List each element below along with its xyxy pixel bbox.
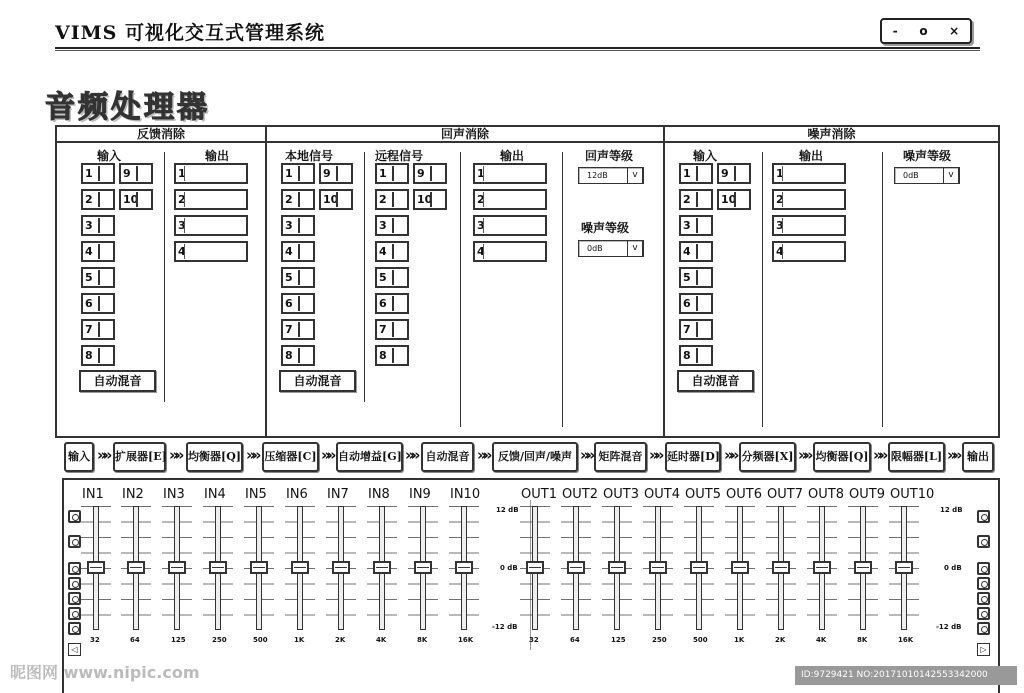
echo-out-3[interactable]: 3 [473,215,547,236]
maximize-button[interactable]: o [919,24,928,38]
chain-agc-button[interactable]: 自动增益[G] [336,442,403,472]
fb-out-2[interactable]: 2 [174,189,248,210]
out-channel-8-freq-label: 4K [816,636,827,644]
chevron-down-icon: v [943,167,959,184]
noise-out-3[interactable]: 3 [772,215,846,236]
echo-remote-2[interactable]: 2 [375,189,409,210]
chain-limiter-button[interactable]: 限幅器[L] [888,442,945,472]
echo-local-6[interactable]: 6 [281,293,315,314]
out-channel-10-fader-handle[interactable] [895,561,913,574]
chevron-right-icon: »» [724,446,736,464]
echo-remote-9[interactable]: 9 [413,163,447,184]
chain-compressor-button[interactable]: 压缩器[C] [262,442,319,472]
out-channel-1-freq-label: 32 [529,636,539,644]
out-channel-6-freq-label: 1K [734,636,745,644]
echo-local-3[interactable]: 3 [281,215,315,236]
out-channel-7-freq-label: 2K [775,636,786,644]
noise-in-7[interactable]: 7 [679,319,713,340]
in-channel-9-freq-label: 8K [417,636,428,644]
echo-local-1[interactable]: 1 [281,163,315,184]
out-channel-7-fader-handle[interactable] [772,561,790,574]
fb-in-6[interactable]: 6 [81,293,115,314]
in-channel-7-freq-label: 2K [335,636,346,644]
fb-out-3[interactable]: 3 [174,215,248,236]
chain-automix-button[interactable]: 自动混音 [421,442,474,472]
echo-remote-5[interactable]: 5 [375,267,409,288]
in-channel-7-label: IN7 [327,487,349,502]
echo-local-10[interactable]: 10 [319,189,353,210]
in-channel-4-fader-handle[interactable] [209,561,227,574]
in-channel-7-fader-handle[interactable] [332,561,350,574]
noise-level-label: 噪声等级 [903,149,952,163]
noise-in-9[interactable]: 9 [717,163,751,184]
echo-header: 回声消除 [265,127,663,143]
echo-level-select[interactable]: 12dB v [578,167,644,184]
in-channel-6-label: IN6 [286,487,308,502]
chevron-right-icon: »» [97,446,109,464]
echo-local-2[interactable]: 2 [281,189,315,210]
noise-out-2[interactable]: 2 [772,189,846,210]
chevron-right-icon: »» [649,446,661,464]
chevron-right-icon: »» [246,446,258,464]
in-channel-3-label: IN3 [163,487,185,502]
out-channel-10-freq-label: 16K [898,636,914,644]
divider [882,152,883,427]
in-channel-9-label: IN9 [409,487,431,502]
noise-in-1[interactable]: 1 [679,163,713,184]
divider [265,127,267,436]
page-title: 音频处理器 [45,90,210,125]
echo-local-9[interactable]: 9 [319,163,353,184]
chain-input-button[interactable]: 输入 [64,442,94,472]
divider [364,152,365,402]
noise-out-1[interactable]: 1 [772,163,846,184]
title-divider [55,47,980,51]
chain-expander-button[interactable]: 扩展器[E] [113,442,166,472]
echo-out-label: 输出 [500,149,525,163]
in-channel-10-fader-handle[interactable] [455,561,473,574]
noise-out-4[interactable]: 4 [772,241,846,262]
in-channel-5-freq-label: 500 [253,636,268,644]
divider [562,152,563,427]
chain-eq-out-button[interactable]: 均衡器[Q] [813,442,871,472]
fb-in-10[interactable]: 10 [119,189,153,210]
left-toggle-button[interactable] [68,562,81,575]
out-channel-5-freq-label: 500 [693,636,708,644]
echo-remote-7[interactable]: 7 [375,319,409,340]
echo-remote-10[interactable]: 10 [413,189,447,210]
out-channel-3-fader-handle[interactable] [608,561,626,574]
feedback-in-label: 输入 [97,149,122,163]
processing-panel [55,125,1000,438]
in-channel-1-freq-label: 32 [90,636,100,644]
echo-local-8[interactable]: 8 [281,345,315,366]
chevron-down-icon: v [627,167,643,184]
out-channel-10-label: OUT10 [890,487,935,502]
echo-local-label: 本地信号 [285,149,334,163]
in-channel-6-freq-label: 1K [294,636,305,644]
echo-out-1[interactable]: 1 [473,163,547,184]
chevron-right-icon: »» [798,446,810,464]
chain-matrix-button[interactable]: 矩阵混音 [594,442,647,472]
fb-out-1[interactable]: 1 [174,163,248,184]
out-channel-4-label: OUT4 [644,487,680,502]
echo-remote-8[interactable]: 8 [375,345,409,366]
echo-out-2[interactable]: 2 [473,189,547,210]
noise-in-label: 输入 [693,149,718,163]
watermark-left: 昵图网 www.nipic.com [10,663,200,682]
echo-local-4[interactable]: 4 [281,241,315,262]
out-channel-4-fader-handle[interactable] [649,561,667,574]
out-channel-2-freq-label: 64 [570,636,580,644]
in-channel-3-fader-handle[interactable] [168,561,186,574]
noise-level-select[interactable]: 0dB v [894,167,960,184]
divider [164,152,165,402]
db-scale-mid: 0 dB [944,564,962,572]
chevron-right-icon: »» [580,446,592,464]
noise-in-3[interactable]: 3 [679,215,713,236]
feedback-automix-button[interactable]: 自动混音 [79,370,156,392]
chain-fb-echo-noise-button[interactable]: 反馈/回声/噪声 [492,442,578,472]
out-channel-2-fader-handle[interactable] [567,561,585,574]
scroll-left-icon[interactable]: ◁ [68,643,81,656]
in-channel-2-freq-label: 64 [130,636,140,644]
scroll-right-icon[interactable]: ▷ [977,643,990,656]
db-scale-top: 12 dB [940,506,963,514]
out-channel-3-freq-label: 125 [611,636,626,644]
echo-remote-1[interactable]: 1 [375,163,409,184]
echo-remote-3[interactable]: 3 [375,215,409,236]
right-toggle-button[interactable] [977,607,990,620]
out-channel-5-label: OUT5 [685,487,721,502]
noise-in-5[interactable]: 5 [679,267,713,288]
left-toggle-button[interactable] [68,607,81,620]
out-channel-4-freq-label: 250 [652,636,667,644]
echo-local-5[interactable]: 5 [281,267,315,288]
fb-in-3[interactable]: 3 [81,215,115,236]
in-channel-8-freq-label: 4K [376,636,387,644]
db-scale-bottom: -12 dB [936,623,962,631]
in-channel-8-fader-handle[interactable] [373,561,391,574]
left-toggle-button[interactable] [68,535,81,548]
chevron-right-icon: »» [947,446,959,464]
in-channel-5-fader-handle[interactable] [250,561,268,574]
app-title: VIMS 可视化交互式管理系统 [55,22,325,44]
watermark-right: ID:9729421 NO:20171010142553342000 [795,666,1017,685]
in-channel-8-label: IN8 [368,487,390,502]
out-channel-8-label: OUT8 [808,487,844,502]
feedback-header: 反馈消除 [57,127,265,143]
in-channel-10-freq-label: 16K [458,636,474,644]
echo-noise-level-select[interactable]: 0dB v [578,240,644,257]
in-channel-4-label: IN4 [204,487,226,502]
out-channel-1-label: OUT1 [521,487,557,502]
minimize-button[interactable]: - [892,24,898,38]
echo-automix-button[interactable]: 自动混音 [279,370,356,392]
noise-in-6[interactable]: 6 [679,293,713,314]
echo-remote-6[interactable]: 6 [375,293,409,314]
out-channel-5-fader-handle[interactable] [690,561,708,574]
chevron-right-icon: »» [321,446,333,464]
in-channel-3-freq-label: 125 [171,636,186,644]
noise-automix-button[interactable]: 自动混音 [677,370,754,392]
noise-in-8[interactable]: 8 [679,345,713,366]
right-toggle-button[interactable] [977,562,990,575]
divider [460,152,461,427]
close-button[interactable]: × [949,24,960,38]
fb-out-4[interactable]: 4 [174,241,248,262]
fb-in-9[interactable]: 9 [119,163,153,184]
left-toggle-button[interactable] [68,510,81,523]
echo-level-label: 回声等级 [585,149,634,163]
db-scale-bottom: -12 dB [492,623,518,631]
right-toggle-button[interactable] [977,535,990,548]
in-channel-2-fader-handle[interactable] [127,561,145,574]
in-channel-9-fader-handle[interactable] [414,561,432,574]
fb-in-5[interactable]: 5 [81,267,115,288]
in-channel-1-label: IN1 [82,487,104,502]
echo-remote-label: 远程信号 [375,149,424,163]
chain-eq-in-button[interactable]: 均衡器[Q] [186,442,243,472]
out-channel-8-fader-handle[interactable] [813,561,831,574]
left-toggle-button[interactable] [68,622,81,635]
feedback-out-label: 输出 [205,149,230,163]
in-channel-10-label: IN10 [450,487,481,502]
echo-out-4[interactable]: 4 [473,241,547,262]
right-toggle-button[interactable] [977,592,990,605]
fb-in-8[interactable]: 8 [81,345,115,366]
chevron-right-icon: »» [169,446,181,464]
fb-in-2[interactable]: 2 [81,189,115,210]
out-channel-3-label: OUT3 [603,487,639,502]
in-channel-6-fader-handle[interactable] [291,561,309,574]
chevron-right-icon: »» [873,446,885,464]
in-channel-5-label: IN5 [245,487,267,502]
chain-crossover-button[interactable]: 分频器[X] [739,442,796,472]
db-scale-top: 12 dB [496,506,519,514]
in-channel-2-label: IN2 [122,487,144,502]
out-channel-6-fader-handle[interactable] [731,561,749,574]
noise-in-10[interactable]: 10 [717,189,751,210]
noise-in-4[interactable]: 4 [679,241,713,262]
db-scale-mid: 0 dB [500,564,518,572]
noise-out-label: 输出 [799,149,824,163]
right-toggle-button[interactable] [977,510,990,523]
out-channel-9-label: OUT9 [849,487,885,502]
in-channel-4-freq-label: 250 [212,636,227,644]
chevron-down-icon: v [627,240,643,257]
noise-header: 噪声消除 [663,127,998,143]
fb-in-4[interactable]: 4 [81,241,115,262]
echo-noise-level-label: 噪声等级 [581,221,630,235]
chain-delay-button[interactable]: 延时器[D] [665,442,721,472]
eq-mixer [62,478,1000,693]
left-toggle-button[interactable] [68,577,81,590]
divider [762,152,763,427]
chevron-right-icon: »» [405,446,417,464]
echo-remote-4[interactable]: 4 [375,241,409,262]
out-channel-2-label: OUT2 [562,487,598,502]
processing-chain [62,439,1000,477]
out-channel-9-freq-label: 8K [857,636,868,644]
out-channel-7-label: OUT7 [767,487,803,502]
chevron-right-icon: »» [477,446,489,464]
right-toggle-button[interactable] [977,577,990,590]
in-channel-1-fader-handle[interactable] [87,561,105,574]
right-toggle-button[interactable] [977,622,990,635]
out-channel-1-fader-handle[interactable] [526,561,544,574]
divider [663,127,665,436]
fb-in-1[interactable]: 1 [81,163,115,184]
out-channel-9-fader-handle[interactable] [854,561,872,574]
chain-output-button[interactable]: 输出 [962,442,994,472]
left-toggle-button[interactable] [68,592,81,605]
window-controls [880,18,972,44]
echo-local-7[interactable]: 7 [281,319,315,340]
noise-in-2[interactable]: 2 [679,189,713,210]
fb-in-7[interactable]: 7 [81,319,115,340]
out-channel-6-label: OUT6 [726,487,762,502]
